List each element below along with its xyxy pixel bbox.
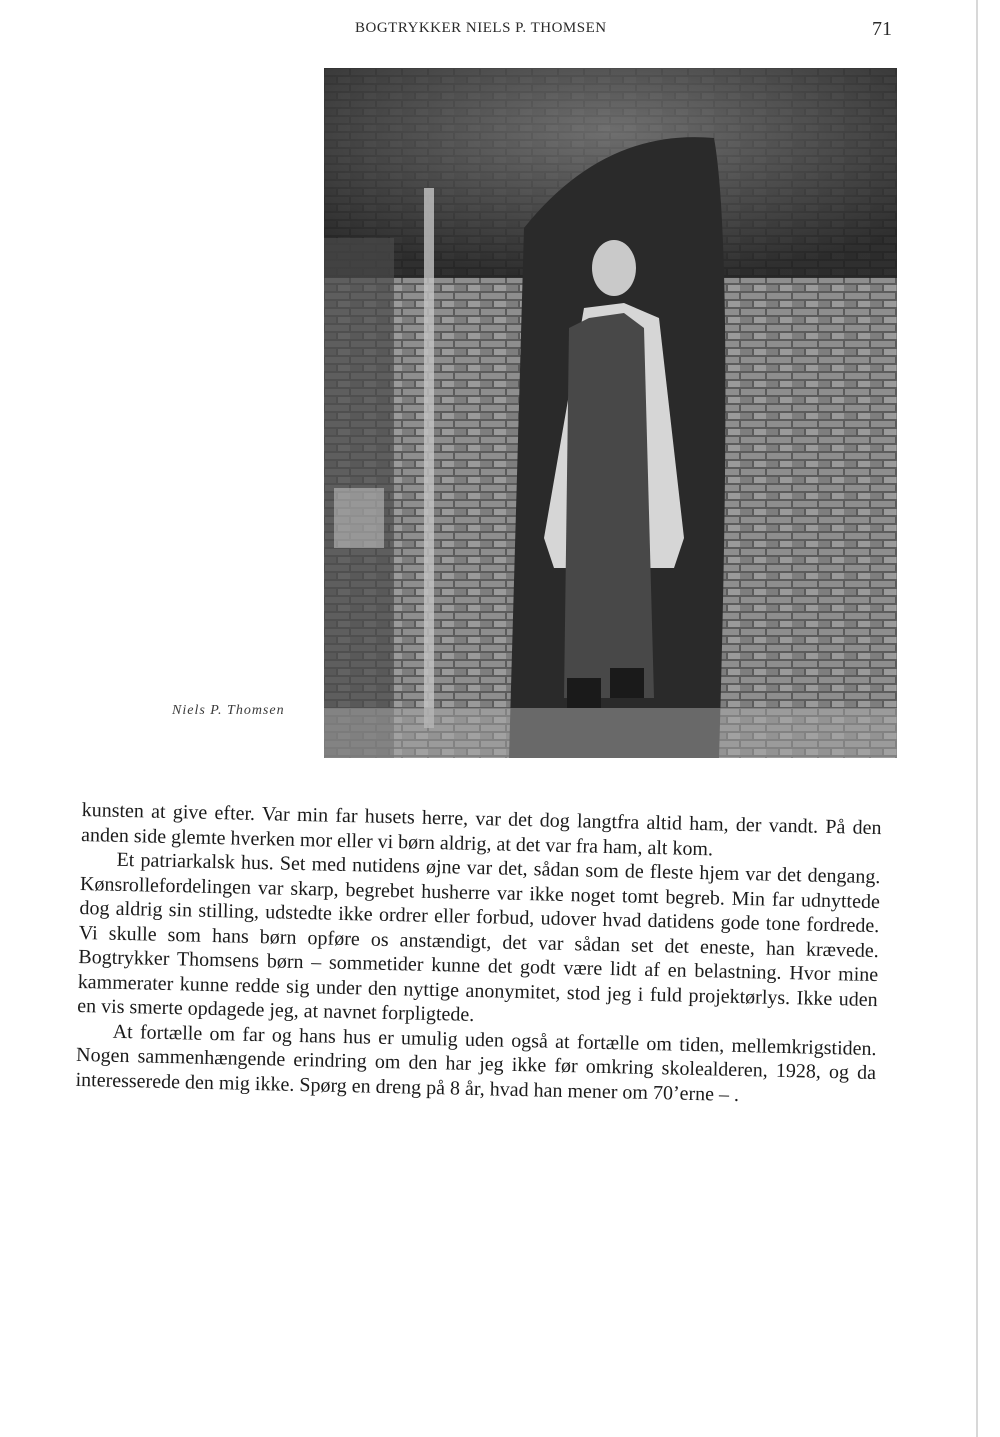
- paragraph: Et patriarkalsk hus. Set med nutidens øjne var det, sådan som de fleste hjem var det dengang. Kønsrollefordelingen var skarp, begrebet husherre var ikke noget tomt begreb. Min far udnyttede dog aldrig sin stilling, udstedte ikke ordrer eller forbud, udover hvad datidens gode tone fordrede. Vi skulle som hans børn opføre os anstændigt, det var sådan set det eneste, han krævede. Bogtrykker Thomsens børn – sommetider kunne det godt være lidt af en belastning. Hvor mine kammerater kunne redde sig under den nyttige anonymitet, stod jeg i fuld projektørlys. Ikke uden en vis smerte opdagede jeg, at navnet forpligtede.: [77, 848, 881, 1026]
- portrait-photo: [324, 68, 897, 758]
- running-head: BOGTRYKKER NIELS P. THOMSEN: [355, 20, 607, 36]
- paragraph: kunsten at give efter. Var min far husets herre, var det dog langtfra altid ham, der vandt. På den anden side glemte hverken mor eller vi børn aldrig, at det var fra ham, alt kom.: [80, 798, 882, 860]
- page-number: 71: [872, 18, 892, 40]
- photo-caption: Niels P. Thomsen: [172, 703, 285, 718]
- paragraph: At fortælle om far og hans hus er umulig uden også at fortælle om tiden, mellemkrigstiden. Nogen sammenhængende erindring om den har jeg ikke før omkring skolealderen, 1928, og da interesserede den mig ikke. Spørg en dreng på 8 år, hvad han mener om 70’erne – .: [75, 1020, 877, 1106]
- body-text: [75, 798, 881, 1110]
- page-edge: [976, 0, 978, 1437]
